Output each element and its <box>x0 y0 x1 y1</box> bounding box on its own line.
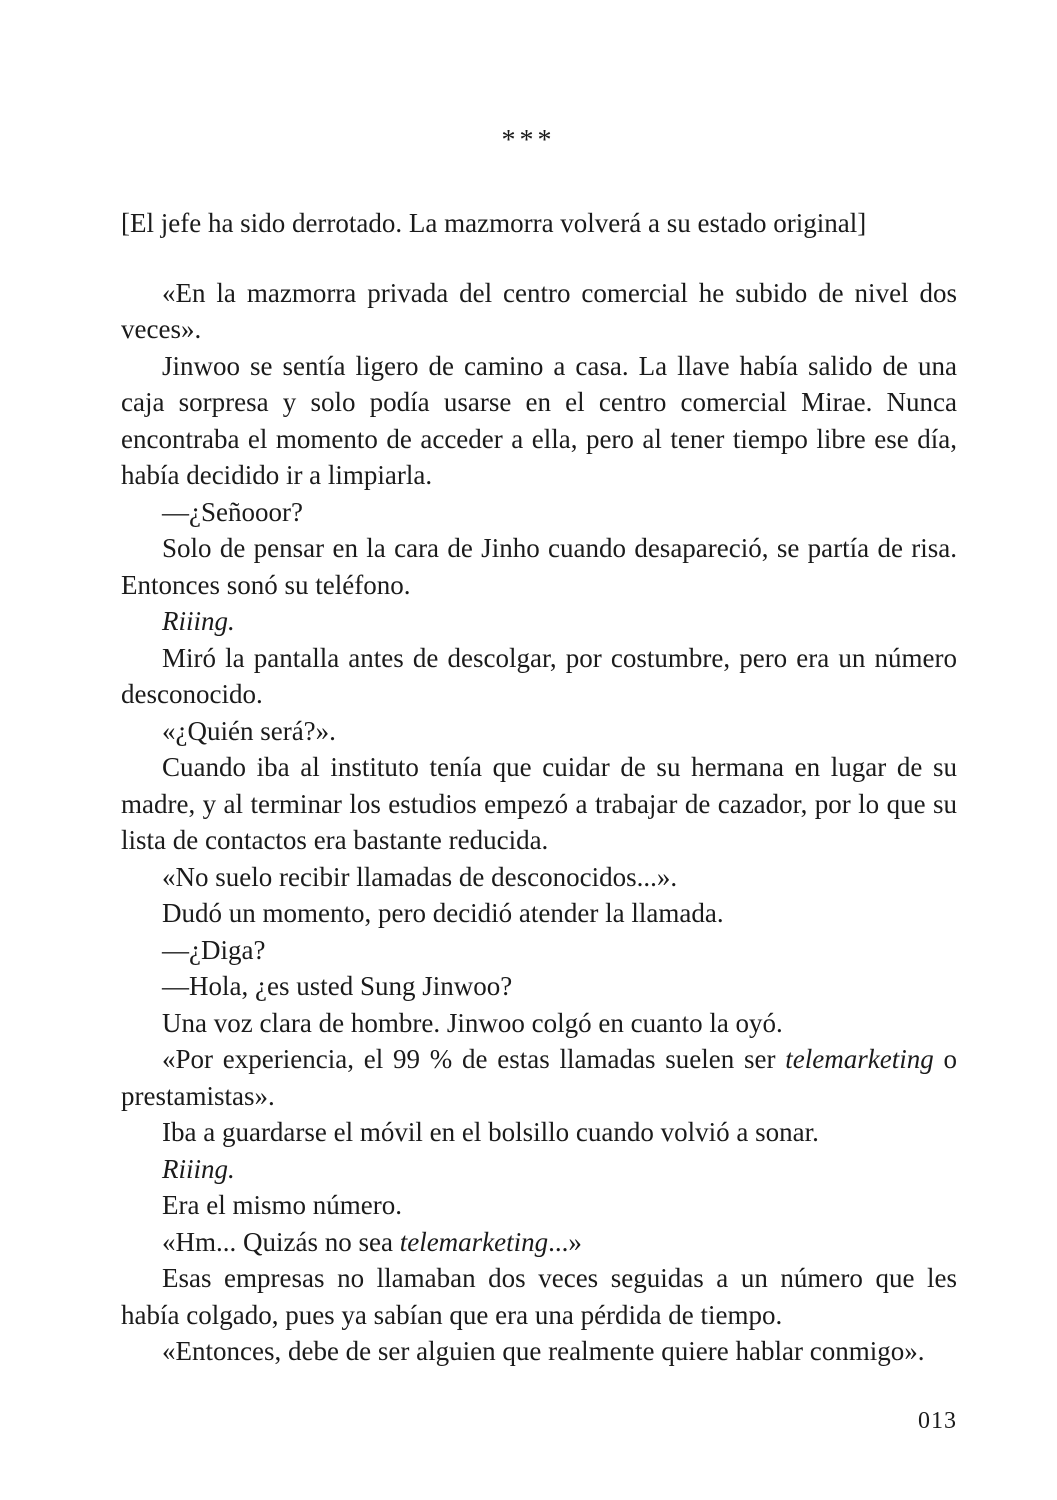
text-run: Cuando iba al instituto tenía que cuidar de su hermana en lugar de su madre, y al terminar los estudios empezó a trabajar de cazador, por lo que su lista de contactos era bastante reducida. <box>121 752 957 855</box>
text-run: «Por experiencia, el 99 % de estas llamadas suelen ser <box>162 1044 786 1074</box>
text-run: «Entonces, debe de ser alguien que realmente quiere hablar conmigo». <box>162 1336 925 1366</box>
italic-run: Riiing. <box>162 1153 235 1184</box>
italic-run: Riiing. <box>162 606 235 636</box>
paragraph <box>121 1187 957 1224</box>
paragraph <box>121 713 957 750</box>
italic-run: telemarketing <box>785 1044 934 1074</box>
paragraph <box>121 275 957 348</box>
paragraph <box>121 348 957 494</box>
paragraph <box>121 859 957 896</box>
text-run: —Hola, ¿es usted Sung Jinwoo? <box>162 971 513 1001</box>
text-run: —¿Diga? <box>162 934 266 965</box>
paragraph <box>121 494 957 531</box>
text-run: Dudó un momento, pero decidió atender la llamada. <box>162 898 724 928</box>
text-run: Esas empresas no llamaban dos veces seguidas a un número que les había colgado, pues ya sabían que era una pérdida de tiempo. <box>121 1263 957 1330</box>
text-run: Era el mismo número. <box>162 1190 402 1220</box>
paragraph <box>121 205 957 242</box>
paragraph <box>121 1224 957 1261</box>
text-run: «No suelo recibir llamadas de desconocidos...». <box>162 861 678 892</box>
italic-run: telemarketing <box>399 1226 549 1257</box>
text-run: —¿Señooor? <box>162 496 303 527</box>
text-run: «En la mazmorra privada del centro comercial he subido de nivel dos veces». <box>121 277 957 344</box>
paragraph <box>121 1005 957 1042</box>
text-run: «Hm... Quizás no sea <box>162 1226 400 1257</box>
paragraph <box>121 1151 957 1188</box>
text-run: «¿Quién será?». <box>162 715 336 746</box>
text-run: Iba a guardarse el móvil en el bolsillo cuando volvió a sonar. <box>162 1117 819 1147</box>
text-run: ...» <box>548 1226 582 1257</box>
text-run: Jinwoo se sentía ligero de camino a casa. La llave había salido de una caja sorpresa y solo podía usarse en el centro comercial Mirae. Nunca encontraba el momento de acceder a ella, pero al tener tiempo libre ese día, había decidido ir a limpiarla. <box>121 350 957 490</box>
paragraph <box>121 640 957 713</box>
text-body <box>121 205 957 1370</box>
text-run: Miró la pantalla antes de descolgar, por costumbre, pero era un número desconocido. <box>121 642 957 709</box>
text-run: o prestamistas». <box>121 1044 957 1111</box>
paragraph <box>121 968 957 1005</box>
section-break-ornament: *** <box>501 125 556 156</box>
text-run: [El jefe ha sido derrotado. La mazmorra volverá a su estado original] <box>121 208 867 238</box>
paragraph <box>121 1260 957 1333</box>
paragraph <box>121 603 957 640</box>
paragraph <box>121 895 957 932</box>
paragraph <box>121 1333 957 1370</box>
paragraph <box>121 749 957 859</box>
text-run: Una voz clara de hombre. Jinwoo colgó en cuanto la oyó. <box>162 1007 783 1038</box>
paragraph <box>121 1114 957 1151</box>
text-run: Solo de pensar en la cara de Jinho cuando desapareció, se partía de risa. Entonces sonó su teléfono. <box>121 533 957 600</box>
paragraph <box>121 1041 957 1114</box>
paragraph <box>121 932 957 969</box>
paragraph <box>121 530 957 603</box>
page-number: 013 <box>918 1408 957 1434</box>
